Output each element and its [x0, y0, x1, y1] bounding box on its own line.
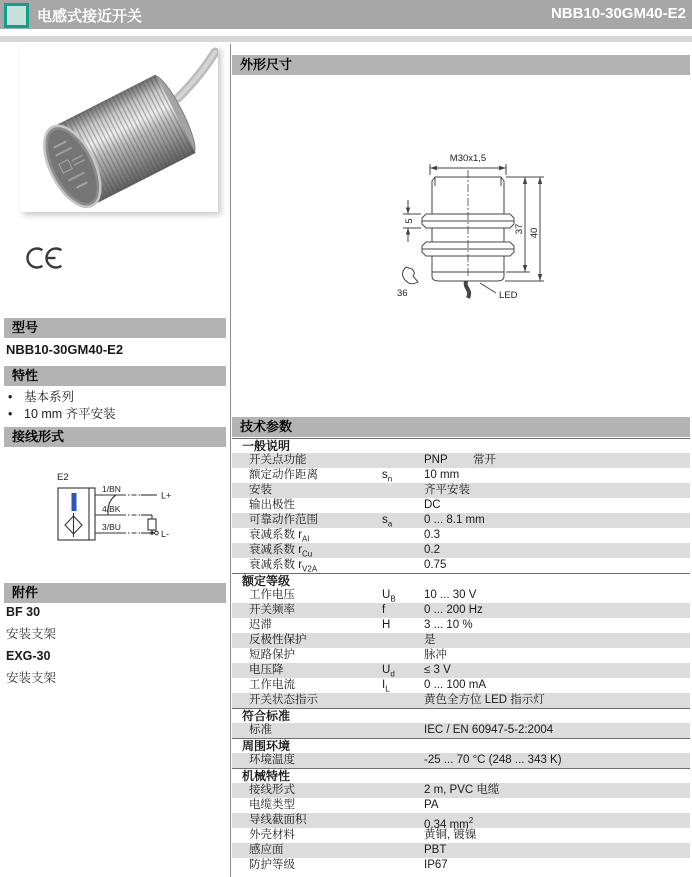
- tech-row: [232, 858, 690, 873]
- tech-group-header: 周围环境: [232, 738, 690, 753]
- features-list: [6, 389, 116, 423]
- header-shadow-strip: [0, 36, 692, 42]
- tech-row-label: 电缆类型: [249, 799, 295, 811]
- tech-row: [232, 753, 690, 768]
- tech-row-value: IEC / EN 60947-5-2:2004: [424, 724, 554, 736]
- tech-row-value: 黄色全方位 LED 指示灯: [424, 694, 545, 706]
- wire-label-4bk: 4/BK: [102, 504, 121, 514]
- tech-row-value: 0.3: [424, 529, 440, 541]
- tech-row-label: 反极性保护: [249, 634, 307, 646]
- tech-row-label: 衰减系数 $r_{V2A}$: [249, 559, 318, 574]
- tech-row: [232, 723, 690, 738]
- tech-row: [232, 783, 690, 798]
- tech-row: [232, 843, 690, 858]
- tech-row-label: 感应面: [249, 844, 284, 856]
- tech-row-value: 0.2: [424, 544, 440, 556]
- feature-item: • 基本系列: [8, 390, 75, 404]
- sensor-photo-illustration: [20, 46, 218, 212]
- wiring-diagram-e2: [45, 463, 205, 580]
- tech-row-symbol: H: [382, 619, 391, 631]
- bullet-icon: •: [8, 407, 13, 421]
- page-title: 电感式接近开关: [37, 8, 143, 25]
- tech-row: [232, 633, 690, 648]
- tech-group-header: 一般说明: [232, 438, 690, 453]
- tech-row: [232, 558, 690, 573]
- section-header-model: 型号: [4, 318, 226, 338]
- tech-row-value: 10 mm: [424, 469, 460, 481]
- tech-row-value: 0 ... 100 mA: [424, 679, 487, 691]
- tech-row-value: 0 ... 200 Hz: [424, 604, 483, 616]
- tech-row: [232, 648, 690, 663]
- tech-group-header: 符合标准: [232, 708, 690, 723]
- bullet-icon: •: [8, 390, 13, 404]
- tech-group-header: 额定等级: [232, 573, 690, 588]
- tech-row: [232, 798, 690, 813]
- tech-row-label: 迟滞: [249, 619, 272, 631]
- tech-row: [232, 453, 690, 468]
- tech-row: [232, 483, 690, 498]
- section-header-tech: 技术参数: [232, 417, 690, 437]
- tech-row-label: 开关点功能: [249, 454, 307, 466]
- accessories-list: [6, 601, 56, 689]
- page-header: [0, 0, 692, 29]
- dimension-drawing: [383, 150, 558, 307]
- tech-row-label: 短路保护: [249, 649, 295, 661]
- section-header-features: 特性: [4, 366, 226, 386]
- terminal-lminus: L-: [161, 529, 170, 539]
- tech-row-value: 脉冲: [424, 649, 447, 661]
- wire-label-1bn: 1/BN: [102, 484, 121, 494]
- tech-row-value: DC: [424, 499, 441, 511]
- tech-row-value: 2 m, PVC 电缆: [424, 784, 500, 796]
- tech-row-label: 电压降: [249, 664, 284, 676]
- tech-row: [232, 693, 690, 708]
- tech-group-header: 机械特性: [232, 768, 690, 783]
- dim36-label: 36: [397, 288, 408, 299]
- tech-row: [232, 618, 690, 633]
- tech-row-symbol: $s_n$: [382, 469, 393, 484]
- tech-row-value: 0.75: [424, 559, 447, 571]
- tech-row-value: PA: [424, 799, 439, 811]
- tech-row-label: 工作电流: [249, 679, 295, 691]
- tech-row: [232, 603, 690, 618]
- section-header-connection: 接线形式: [4, 427, 226, 447]
- tech-row-value: -25 ... 70 °C (248 ... 343 K): [424, 754, 562, 766]
- tech-row-symbol: f: [382, 604, 386, 616]
- tech-row-value: ≤ 3 V: [424, 664, 451, 676]
- accessory-name: BF 30: [6, 605, 41, 619]
- load-symbol: [148, 519, 156, 530]
- wire-label-3bu: 3/BU: [102, 522, 121, 532]
- tech-row-value: 0.34 $mm^2$: [424, 816, 474, 831]
- tech-row: [232, 528, 690, 543]
- tech-row-label: 导线截面积: [249, 814, 307, 826]
- thread-dim-label: M30x1,5: [449, 153, 487, 164]
- tech-row: [232, 588, 690, 603]
- inductive-symbol: [72, 493, 77, 511]
- tech-row: [232, 813, 690, 831]
- tech-row-symbol: $U_d$: [382, 664, 395, 679]
- tech-row: [232, 543, 690, 558]
- tech-row-value: 是: [424, 634, 436, 646]
- part-number-header: NBB10-30GM40-E2: [550, 5, 686, 22]
- tech-row-value: PBT: [424, 844, 447, 856]
- dim37-label: 37: [514, 223, 525, 235]
- tech-row: [232, 828, 690, 843]
- tech-row-label: 开关频率: [249, 604, 295, 616]
- section-header-accessories: 附件: [4, 583, 226, 603]
- tech-row: [232, 678, 690, 693]
- tech-row-label: 衰减系数 $r_{Cu}$: [249, 544, 313, 559]
- tech-row-label: 标准: [249, 724, 272, 736]
- tech-row-symbol: $s_a$: [382, 514, 393, 529]
- tech-row: [232, 498, 690, 513]
- accessory-desc: 安装支架: [6, 627, 57, 641]
- dim5-label: 5: [404, 218, 415, 224]
- tech-row-label: 接线形式: [249, 784, 295, 796]
- tech-row-label: 开关状态指示: [249, 694, 318, 706]
- tech-row-symbol: $I_L$: [382, 679, 390, 694]
- tech-row-value: 10 ... 30 V: [424, 589, 477, 601]
- ce-mark-icon: [26, 246, 68, 275]
- diagram-variant-label: E2: [57, 472, 69, 483]
- model-number: NBB10-30GM40-E2: [6, 342, 124, 357]
- tech-row: [232, 468, 690, 483]
- tech-row-label: 输出极性: [249, 499, 295, 511]
- brand-square-icon: [4, 3, 29, 28]
- tech-row-value2: 常开: [473, 454, 496, 466]
- tech-row-label: 防护等级: [249, 859, 295, 871]
- tech-row-value: IP67: [424, 859, 448, 871]
- column-divider: [230, 44, 231, 877]
- tech-row-label: 安装: [249, 484, 272, 496]
- dim40-label: 40: [529, 227, 540, 239]
- terminal-lplus: L+: [161, 490, 172, 501]
- tech-row-label: 外壳材料: [249, 829, 295, 841]
- tech-data-table: [232, 438, 690, 873]
- accessory-desc: 安装支架: [6, 671, 57, 685]
- wrench-icon: [403, 267, 419, 284]
- tech-row-value: 0 ... 8.1 mm: [424, 514, 485, 526]
- tech-row-label: 额定动作距离: [249, 469, 318, 481]
- tech-row-value: 齐平安装: [424, 484, 470, 496]
- led-label: LED: [499, 290, 518, 301]
- accessory-name: EXG-30: [6, 649, 51, 663]
- tech-row-value: 黄铜, 镀镍: [424, 829, 477, 841]
- tech-row-label: 可靠动作范围: [249, 514, 318, 526]
- tech-row-value: 3 ... 10 %: [424, 619, 473, 631]
- tech-row-value: PNP: [424, 454, 448, 466]
- tech-row: [232, 513, 690, 528]
- tech-row-symbol: $U_B$: [382, 589, 396, 604]
- product-photo: [20, 46, 218, 212]
- section-header-dimensions: 外形尺寸: [232, 55, 690, 75]
- tech-row-label: 工作电压: [249, 589, 295, 601]
- feature-item: • 10 mm 齐平安装: [8, 407, 116, 421]
- tech-row-label: 衰减系数 $r_{Al}$: [249, 529, 310, 544]
- tech-row-label: 环境温度: [249, 754, 295, 766]
- tech-row: [232, 663, 690, 678]
